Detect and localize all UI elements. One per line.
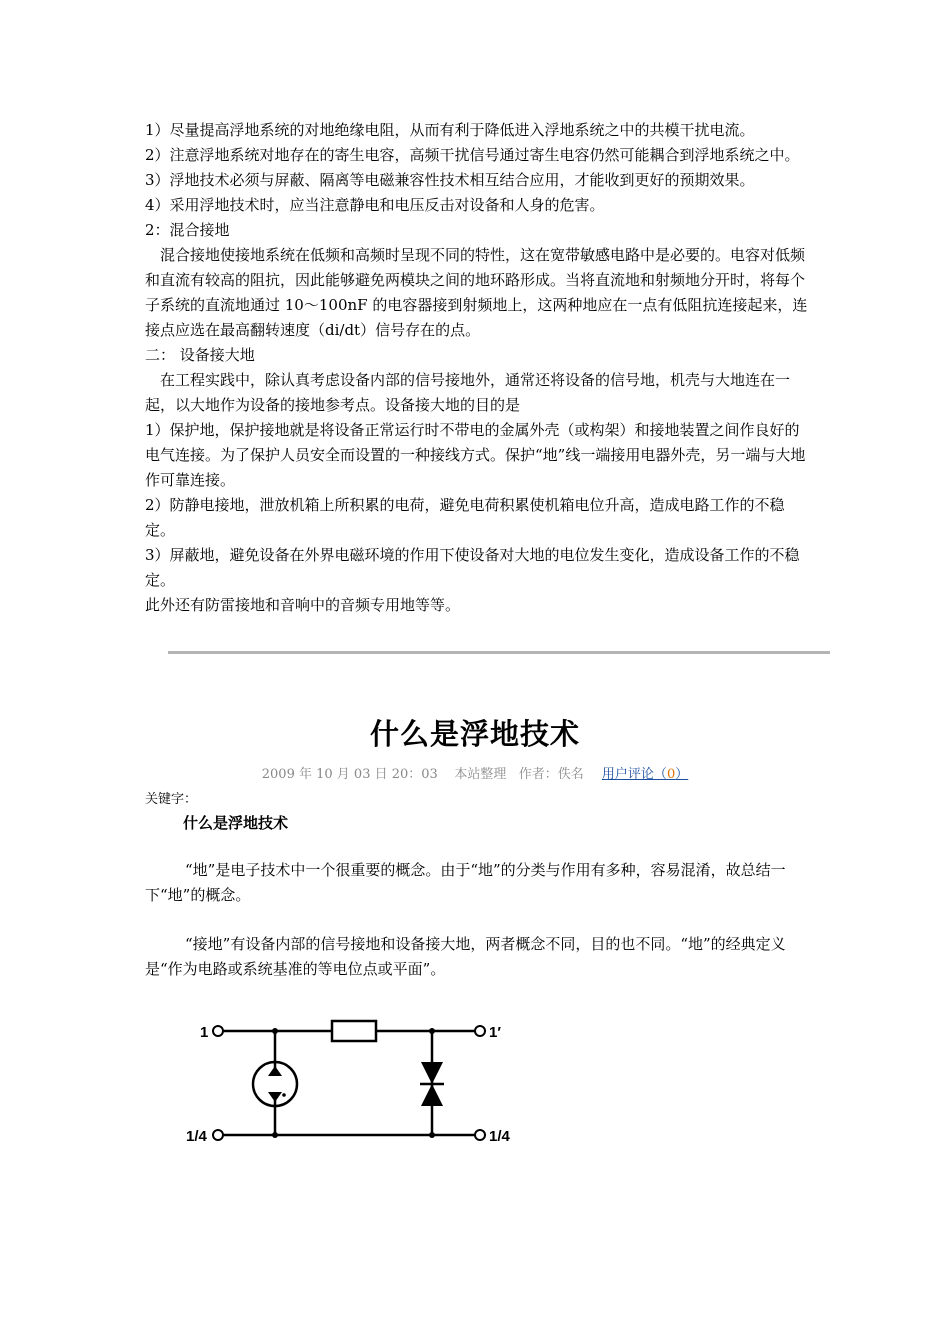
diode-triangle (421, 1062, 443, 1084)
comments-link[interactable] (602, 767, 688, 782)
section-heading: 二： 设备接大地 (145, 346, 255, 364)
list-item: 2）注意浮地系统对地存在的寄生电容，高频干扰信号通过寄生电容仍然可能耦合到浮地系统之中。 (145, 146, 800, 164)
terminal (475, 1026, 485, 1036)
article-source: 本站整理 (454, 767, 507, 782)
list-item: 2）防静电接地，泄放机箱上所积累的电荷，避免电荷积累使机箱电位升高，造成电路工作的不稳定。 (145, 496, 785, 539)
keywords-label: 关键字： (145, 792, 198, 807)
terminal (213, 1130, 223, 1140)
paragraph: “地”是电子技术中一个很重要的概念。由于“地”的分类与作用有多种，容易混淆，故总结一下“地”的概念。 (145, 861, 786, 904)
terminal-label: 1/4 (186, 1128, 207, 1145)
junction-dot (272, 1132, 278, 1138)
diode-triangle (421, 1084, 443, 1106)
list-item: 4）采用浮地技术时，应当注意静电和电压反击对设备和人身的危害。 (145, 196, 605, 214)
comments-count: 0 (666, 767, 676, 782)
terminal-label: 1 (200, 1024, 209, 1041)
article-author: 作者：佚名 (518, 767, 584, 782)
paragraph: 混合接地使接地系统在低频和高频时呈现不同的特性，这在宽带敏感电路中是必要的。电容对低频和直流有较高的阻抗，因此能够避免两模块之间的地环路形成。当将直流地和射频地分开时，将每个子系统的直流地通过 10～100nF 的电容器接到射频地上，这两种地应在一点有低阻抗连接起来，连接点应选在最高翻转速度（di/dt）信号存在的点。 (145, 246, 808, 339)
list-item: 3）浮地技术必须与屏蔽、隔离等电磁兼容性技术相互结合应用，才能收到更好的预期效果。 (145, 171, 755, 189)
arrow-head (268, 1092, 282, 1102)
dot (282, 1093, 286, 1097)
resistor (332, 1021, 376, 1041)
terminal (475, 1130, 485, 1140)
article-subheading: 什么是浮地技术 (183, 814, 289, 832)
terminal-label: 1′ (489, 1024, 501, 1041)
section-heading: 2：混合接地 (145, 221, 230, 239)
article-date: 2009 年 10 月 03 日 20：03 (261, 767, 438, 782)
article-meta (0, 763, 950, 782)
junction-dot (429, 1132, 435, 1138)
list-item: 1）保护地，保护接地就是将设备正常运行时不带电的金属外壳（或构架）和接地装置之间作良好的电气连接。为了保护人员安全而设置的一种接线方式。保护“地”线一端接用电器外壳，另一端与大地作可靠连接。 (145, 421, 806, 489)
arrow-head (268, 1066, 282, 1076)
junction-dot (429, 1028, 435, 1034)
paragraph: “接地”有设备内部的信号接地和设备接大地，两者概念不同，目的也不同。“地”的经典定义是“作为电路或系统基准的等电位点或平面”。 (145, 935, 786, 978)
comments-label: 用户评论（ (601, 767, 667, 782)
terminal-label: 1/4 (489, 1128, 510, 1145)
circuit-diagram (180, 1010, 520, 1160)
comments-close: ） (675, 767, 689, 782)
separator (168, 651, 830, 654)
terminal (213, 1026, 223, 1036)
paragraph: 在工程实践中，除认真考虑设备内部的信号接地外，通常还将设备的信号地，机壳与大地连在一起，以大地作为设备的接地参考点。设备接大地的目的是 (145, 371, 791, 414)
article-title: 什么是浮地技术 (369, 717, 580, 751)
list-item: 3）屏蔽地，避免设备在外界电磁环境的作用下使设备对大地的电位发生变化，造成设备工作的不稳定。 (145, 546, 800, 589)
paragraph: 此外还有防雷接地和音响中的音频专用地等等。 (145, 596, 461, 614)
list-item: 1）尽量提高浮地系统的对地绝缘电阻，从而有利于降低进入浮地系统之中的共模干扰电流。 (145, 121, 755, 139)
document-body (145, 118, 810, 618)
junction-dot (272, 1028, 278, 1034)
